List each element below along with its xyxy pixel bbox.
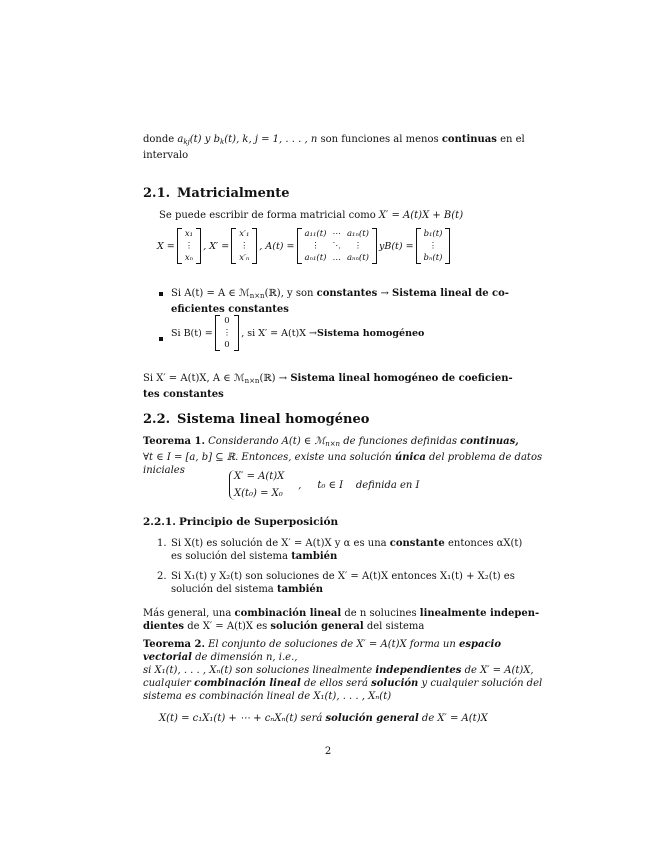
closing-pre: Si X′ = A(t)X, A ∈ ℳ [143,373,245,384]
thm1-l2-pre: ∀t ∈ I = [a, b] ⊆ ℝ. Entonces, existe una solución [143,452,395,463]
section-number: 2.1. [143,186,171,201]
thm2-l1-pre: El conjunto de soluciones de X′ = A(t)X forma un [204,639,459,650]
intro-text-post: en el [496,134,525,145]
thm2-l2-bold: vectorial [143,652,192,663]
a-label: , A(t) = [259,240,295,252]
thm1-l2-bold: única [394,452,426,463]
thm1-l1-pre: Considerando A(t) ∈ ℳ [204,436,326,447]
a-matrix [297,228,377,264]
bullet1-pre: Si A(t) = A ∈ ℳ [171,288,250,299]
matrix-entry: bₙ(t) [423,253,443,263]
matrix-entry: ⋮ [353,241,363,251]
final-it: será [300,713,326,724]
thm2-l3-pre: si X₁(t), . . . , Xₙ(t) son soluciones linealmente [143,665,376,676]
bullet-item-homogeneous [171,315,511,351]
bullet1-sub: n×n [249,292,265,300]
matrix-entry: ⋮ [240,241,249,251]
more-l2-mid: de X′ = A(t)X es [184,621,271,632]
item2-l2-pre: solución del sistema [171,584,277,595]
matrix-entry: ⋯ [332,229,341,239]
thm2-l4-bold2: solución [371,678,419,689]
matrix-entry: xₙ [184,253,194,263]
closing-bold2: tes constantes [143,389,224,400]
matrix-entry: ⋱ [332,241,341,251]
item1-l2-bold: también [291,551,338,562]
intro-text-mid: son funciones al menos [317,134,442,145]
thm2-l3-bold: independientes [375,665,462,676]
thm2-l4-bold: combinación lineal [194,678,301,689]
subsection-title: Principio de Superposición [179,516,339,528]
thm2-l2-post: de dimensión n, i.e., [191,652,298,663]
closing-bold1: Sistema lineal homogéneo de coeficien- [290,373,513,384]
section-title: Matricialmente [177,186,290,201]
zero-vector [215,315,240,351]
cases-brace [229,470,284,500]
intro-line2: intervalo [143,150,189,161]
subsection-number: 2.2.1. [143,516,176,528]
matrix-entry: a₁ₙ(t) [346,229,369,239]
item2-l1: Si X₁(t) y X₂(t) son soluciones de X′ = A(t)X entonces X₁(t) + X₂(t) es [171,571,515,582]
more-l1-mid: de n solucines [341,608,420,619]
thm2-l4-mid: de ellos será [300,678,372,689]
theorem-label: Teorema 1. [143,436,205,447]
matrix-entry: x′₁ [239,229,250,239]
item1-l1-post: entonces αX(t) [444,538,523,549]
more-l2-bold: dientes [143,621,185,632]
item1-l1-pre: Si X(t) es solución de X′ = A(t)X y α es una [171,538,390,549]
matrix-entry: x₁ [184,229,194,239]
xprime-vector [231,228,257,264]
section-title: Sistema lineal homogéneo [177,412,370,427]
matrix-entry: a₁₁(t) [304,229,327,239]
matrix-definitions [157,228,452,264]
thm1-l1-mid: de funciones definidas [340,436,461,447]
final-bold: solución general [325,713,419,724]
more-l1-bold1: combinación lineal [234,608,342,619]
intro-bk-sub: k [220,138,225,146]
initial-value-system [229,470,419,500]
matrix-entry: ⋮ [428,241,438,251]
thm2-l4-pre: cualquier [143,678,195,689]
matrix-lead [159,209,463,222]
bullet2-bold: Sistema homogéneo [317,327,425,339]
intro-bk: b [213,134,220,145]
more-l1-pre: Más general, una [143,608,235,619]
list-number: 1. [157,538,167,549]
bullet2-mid: , si X′ = A(t)X → [241,327,317,339]
matrix-entry: aₙₙ(t) [346,253,369,263]
matrix-entry: aₙ₁(t) [304,253,327,263]
thm1-l1-bold: continuas, [460,436,519,447]
bullet2-pre: Si B(t) = [171,327,213,339]
b-label: yB(t) = [378,240,414,252]
item2-l2-bold: también [276,584,324,595]
section-heading-2-1 [143,187,290,200]
bullet1-line2: eficientes constantes [171,304,289,315]
x-label: X = [157,240,175,252]
final-pre: X(t) = c₁X₁(t) + ⋯ + cₙXₙ(t) [159,713,301,724]
bullet1-bold2: Sistema lineal de co- [392,288,509,299]
system-line-1: X′ = A(t)X [234,471,285,482]
lead-math: X′ = A(t)X + B(t) [378,210,464,221]
more-l2-post: del sistema [363,621,425,632]
final-post: de X′ = A(t)X [418,713,488,724]
list-item-scalar [171,537,523,563]
matrix-entry: … [332,253,341,263]
intro-text-pre: donde [143,134,178,145]
intro-paragraph [143,133,525,162]
intro-akj-t: (t) y [189,134,214,145]
matrix-entry: b₁(t) [423,229,443,239]
intro-bk-t: (t), k, j = 1, . . . , n [224,134,318,145]
bullet-marker [159,292,163,296]
matrix-entry: 0 [224,316,230,326]
lead-text: Se puede escribir de forma matricial como [159,210,379,221]
list-number: 2. [157,571,167,582]
bullet1-arrow: → [377,288,393,299]
intro-akj: a [177,134,184,145]
thm1-l3: iniciales [143,465,185,476]
theorem-label: Teorema 2. [143,639,205,650]
matrix-entry: ⋮ [222,328,232,338]
intro-akj-sub: kj [183,138,190,146]
page-number: 2 [324,746,332,757]
thm1-l1-sub: n×n [325,440,341,448]
thm2-l3-post: de X′ = A(t)X, [461,665,534,676]
thm2-l5: sistema es combinación lineal de X₁(t), . . . , Xₙ(t) [143,691,392,702]
thm2-l4-post: y cualquier solución del [418,678,543,689]
subsection-heading-2-2-1 [143,516,338,529]
matrix-entry: x′ₙ [239,253,250,263]
intro-bold: continuas [441,134,497,145]
section-number: 2.2. [143,412,171,427]
x-vector [177,228,202,264]
more-l2-bold2: solución general [270,621,364,632]
bullet1-bold1: constantes [316,288,378,299]
thm2-l1-bold: espacio [459,639,502,650]
closing-paragraph [143,372,513,401]
xprime-label: , X′ = [203,240,230,252]
list-item-sum [171,570,515,596]
section-heading-2-2 [143,413,369,426]
system-line-2: X(t₀) = X₀ [234,488,283,499]
general-paragraph [143,607,540,633]
bullet1-mid: (ℝ), y son [264,288,317,299]
system-condition: , t₀ ∈ I definida en I [298,479,420,491]
bullet-marker [159,337,163,341]
theorem-2 [143,638,543,703]
bullet-item-constant-coefficients [171,287,511,316]
item1-l1-bold: constante [389,538,445,549]
thm1-l2-post: del problema de datos [425,452,543,463]
matrix-entry: ⋮ [184,241,194,251]
more-l1-bold2: linealmente indepen- [419,608,540,619]
b-vector [416,228,451,264]
matrix-entry: 0 [224,340,230,350]
item1-l2-pre: es solución del sistema [171,551,292,562]
closing-mid: (ℝ) → [259,373,291,384]
closing-sub: n×n [244,377,260,385]
matrix-entry: ⋮ [311,241,320,251]
general-solution-formula [159,712,488,725]
